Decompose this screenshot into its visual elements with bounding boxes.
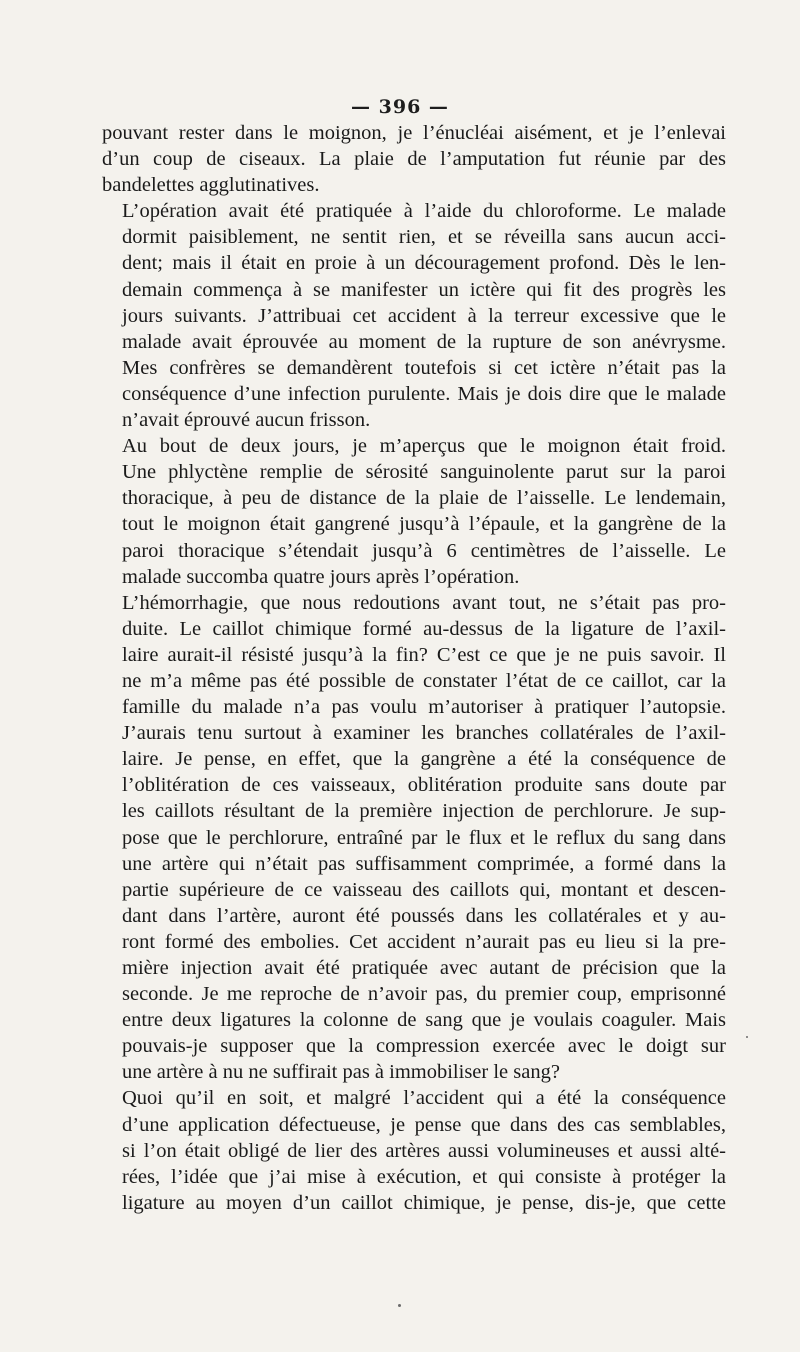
text-line: ligature au moyen d’un caillot chimique, je pense, dis-je, que cette (122, 1191, 726, 1214)
text-line: pose que le perchlorure, entraîné par le flux et le reflux du sang dans (122, 826, 726, 849)
text-line: Mes confrères se demandèrent toutefois si cet ictère n’était pas la (122, 356, 726, 379)
text-line: demain commença à se manifester un ictère qui fit des progrès les (122, 278, 726, 301)
text-line: Une phlyctène remplie de sérosité sanguinolente parut sur la paroi (122, 461, 726, 484)
text-line: entre deux ligatures la colonne de sang que je voulais coaguler. Mais (122, 1009, 726, 1032)
paragraph (102, 433, 726, 590)
text-line: les caillots résultant de la première injection de perchlorure. Je sup- (122, 800, 726, 823)
text-line: malade avait éprouvée au moment de la rupture de son anévrysme. (122, 330, 726, 353)
text-line: dormit paisiblement, ne sentit rien, et se réveilla sans aucun acci- (122, 226, 726, 249)
text-line: L’hémorrhagie, que nous redoutions avant tout, ne s’était pas pro- (122, 591, 726, 614)
text-line: J’aurais tenu surtout à examiner les branches collatérales de l’axil- (122, 722, 726, 745)
text-line: famille du malade n’a pas voulu m’autoriser à pratiquer l’autopsie. (122, 696, 726, 719)
text-line: mière injection avait été pratiquée avec autant de précision que la (122, 957, 726, 979)
paper-speck (398, 1304, 401, 1307)
text-line: dent; mais il était en proie à un découragement profond. Dès le len- (122, 252, 726, 275)
text-line: pouvant rester dans le moignon, je l’énucléai aisément, et je l’enlevai (102, 122, 726, 144)
text-line: seconde. Je me reproche de n’avoir pas, du premier coup, emprisonné (122, 983, 726, 1006)
text-line: pouvais-je supposer que la compression exercée avec le doigt sur (122, 1035, 726, 1058)
text-line: d’une application défectueuse, je pense que dans des cas semblables, (122, 1113, 726, 1136)
text-line: si l’on était obligé de lier des artères aussi volumineuses et aussi alté- (122, 1139, 726, 1162)
text-line: Au bout de deux jours, je m’aperçus que le moignon était froid. (122, 435, 726, 458)
text-line: paroi thoracique s’étendait jusqu’à 6 centimètres de l’aisselle. Le (122, 539, 726, 562)
text-line: laire. Je pense, en effet, que la gangrène a été la conséquence de (122, 748, 726, 771)
text-line: bandelettes agglutinatives. (102, 174, 320, 197)
text-line: partie supérieure de ce vaisseau des caillots qui, montant et descen- (122, 878, 726, 901)
text-line: laire aurait-il résisté jusqu’à la fin? C’est ce que je ne puis savoir. Il (122, 643, 726, 666)
text-line: tout le moignon était gangrené jusqu’à l’épaule, et la gangrène de la (122, 513, 726, 536)
page-number: — 396 — (351, 96, 449, 118)
paragraph (102, 198, 726, 433)
text-line: n’avait éprouvé aucun frisson. (122, 409, 371, 432)
text-line: d’un coup de ciseaux. La plaie de l’amputation fut réunie par des (102, 148, 726, 171)
text-line: conséquence d’une infection purulente. Mais je dois dire que le malade (122, 382, 726, 405)
text-line: une artère qui n’était pas suffisamment comprimée, a formé dans la (122, 852, 726, 875)
text-line: l’oblitération de ces vaisseaux, oblitération produite sans doute par (122, 774, 726, 797)
text-line: ne m’a même pas été possible de constater l’état de ce caillot, car la (122, 669, 726, 692)
paragraph (102, 1085, 726, 1215)
text-line: L’opération avait été pratiquée à l’aide du chloroforme. Le malade (122, 200, 726, 223)
text-line: une artère à nu ne suffirait pas à immobiliser le sang? (122, 1061, 560, 1084)
text-line: Quoi qu’il en soit, et malgré l’accident qui a été la conséquence (122, 1087, 726, 1110)
text-line: thoracique, à peu de distance de la plaie de l’aisselle. Le lendemain, (122, 487, 726, 510)
text-line: duite. Le caillot chimique formé au-dessus de la ligature de l’axil- (122, 617, 726, 640)
paragraph (102, 590, 726, 1086)
paper-speck (746, 1036, 748, 1038)
text-line: ront formé des embolies. Cet accident n’aurait pas eu lieu si la pre- (122, 930, 726, 953)
body-text (102, 120, 726, 1216)
text-line: malade succomba quatre jours après l’opération. (122, 565, 520, 588)
text-line: dant dans l’artère, auront été poussés dans les collatérales et y au- (122, 904, 726, 927)
paragraph (102, 120, 726, 198)
text-line: jours suivants. J’attribuai cet accident à la terreur excessive que le (122, 304, 726, 327)
text-line: rées, l’idée que j’ai mise à exécution, et qui consiste à protéger la (122, 1165, 726, 1188)
